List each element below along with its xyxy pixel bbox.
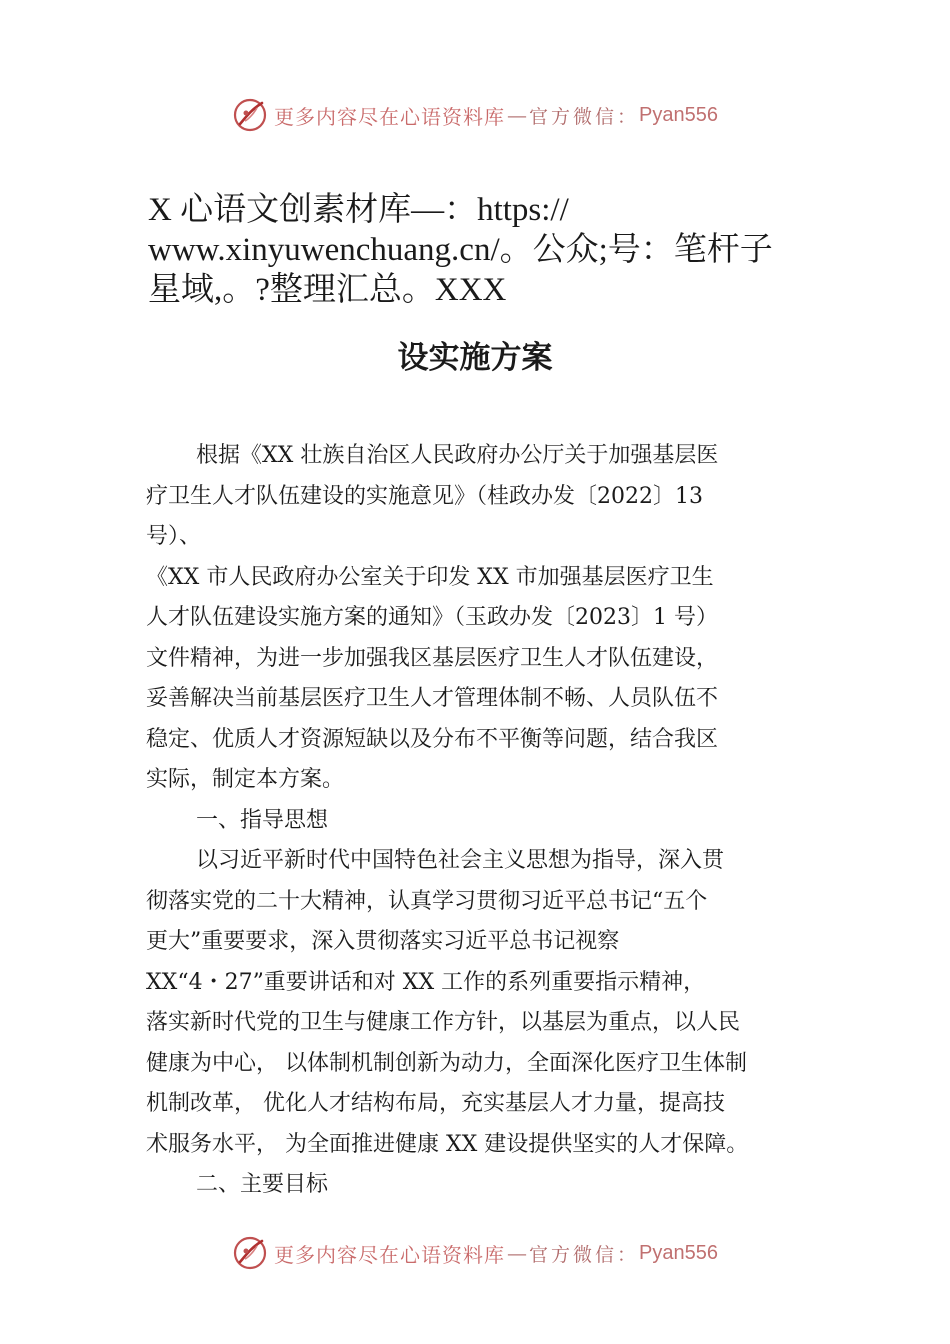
body-line: 妥善解决当前基层医疗卫生人才管理体制不畅、人员队伍不 xyxy=(146,686,719,711)
body-line: 落实新时代党的卫生与健康工作方针，以基层为重点，以人民 xyxy=(146,1010,741,1035)
body-line: 以习近平新时代中国特色社会主义思想为指导，深入贯 xyxy=(196,848,725,873)
writing-quill-logo-icon xyxy=(232,97,268,133)
document-body xyxy=(146,436,832,1206)
body-line: 根据《XX 壮族自治区人民政府办公厅关于加强基层医 xyxy=(196,443,719,468)
body-line: 彻落实党的二十大精神，认真学习贯彻习近平总书记“五个 xyxy=(146,888,708,914)
document-subtitle: 设实施方案 xyxy=(397,340,553,376)
document-heading xyxy=(148,190,828,310)
section-heading: 一、指导思想 xyxy=(196,807,329,833)
footer-banner xyxy=(0,1231,950,1275)
writing-quill-logo-icon xyxy=(232,1235,268,1271)
banner-wechat-label: 官方微信： xyxy=(529,105,640,128)
banner-text: 更多内容尽在心语资料库 xyxy=(274,1242,505,1267)
body-line: XX“4・27”重要讲话和对 XX 工作的系列重要指示精神， xyxy=(146,969,706,995)
banner-wechat-label: 官方微信： xyxy=(529,1243,640,1266)
body-line: 人才队伍建设实施方案的通知》（玉政办发〔2023〕1 号） xyxy=(146,605,718,630)
body-line: 实际，制定本方案。 xyxy=(146,767,345,792)
heading-line: 星域,。?整理汇总。XXX xyxy=(148,272,507,308)
body-line: 疗卫生人才队伍建设的实施意见》（桂政办发〔2022〕13 xyxy=(146,483,703,509)
body-line: 稳定、优质人才资源短缺以及分布不平衡等问题，结合我区 xyxy=(146,726,719,752)
heading-line: www.xinyuwenchuang.cn/。公众;号：笔杆子 xyxy=(148,232,773,268)
body-line: 文件精神，为进一步加强我区基层医疗卫生人才队伍建设， xyxy=(146,645,719,671)
body-line: 《XX 市人民政府办公室关于印发 XX 市加强基层医疗卫生 xyxy=(146,564,714,590)
body-line: 机制改革， 优化人才结构布局，充实基层人才力量，提高技 xyxy=(146,1091,725,1116)
banner-wechat-id: Pyan556 xyxy=(639,103,718,126)
banner-text: 更多内容尽在心语资料库 xyxy=(274,104,505,129)
body-line: 号）、 xyxy=(146,524,202,549)
header-banner xyxy=(0,93,950,137)
body-line: 更大”重要要求，深入贯彻落实习近平总书记视察 xyxy=(146,929,620,954)
section-heading: 二、主要目标 xyxy=(196,1172,329,1197)
banner-separator: — xyxy=(507,1241,527,1265)
body-line: 术服务水平， 为全面推进健康 XX 建设提供坚实的人才保障。 xyxy=(146,1131,749,1157)
body-line: 健康为中心， 以体制机制创新为动力，全面深化医疗卫生体制 xyxy=(146,1050,747,1076)
banner-wechat-id: Pyan556 xyxy=(639,1241,718,1264)
heading-line: X 心语文创素材库—：https:// xyxy=(148,192,569,228)
banner-separator: — xyxy=(507,103,527,127)
